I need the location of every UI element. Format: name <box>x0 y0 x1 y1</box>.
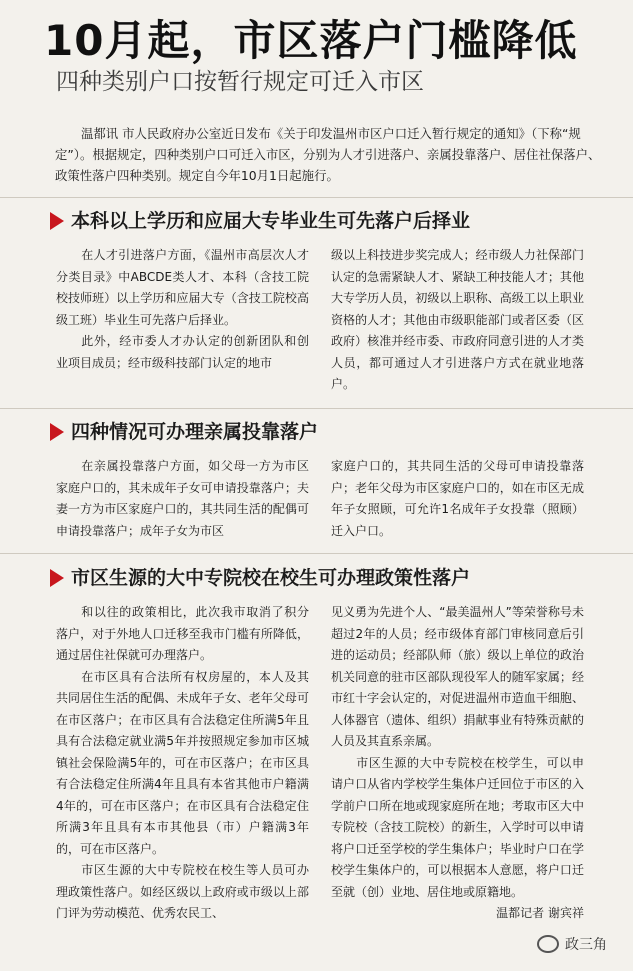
lead-paragraph: 温都讯 市人民政府办公室近日发布《关于印发温州市区户口迁入暂行规定的通知》（下称“规定”）。根据规定，四种类别户口可迁入市区，分别为人才引进落户、亲属投靠落户、居住社保落户、政策性落户四种类别。规定自今年10月1日起施行。 <box>55 126 601 183</box>
section-2-title-text: 四种情况可办理亲属投靠落户 <box>71 421 319 443</box>
section-1-left-column <box>56 245 309 374</box>
section-3-title-text: 市区生源的大中专院校在校生可办理政策性落户 <box>71 567 471 589</box>
section-2-title <box>50 420 610 444</box>
divider <box>0 197 633 198</box>
paragraph: 见义勇为先进个人、“最美温州人”等荣誉称号未超过2年的人员；经市级体育部门审核同意后引进的运动员；经部队师（旅）级以上单位的政治机关同意的驻市区部队现役军人的随军家属；经市红十字会认定的，对促进温州市造血干细胞、人体器官（遗体、组织）捐献事业有特殊贡献的人员及其直系亲属。 <box>331 605 584 748</box>
section-2-left-column <box>56 456 309 542</box>
section-3-title <box>50 566 610 590</box>
section-2-right-column <box>331 456 584 542</box>
paragraph: 在市区具有合法所有权房屋的，本人及其共同居住生活的配偶、未成年子女、老年父母可在市区落户；在市区具有合法稳定住所满5年且具有合法稳定就业满5年并按照规定参加市区城镇社会保险满5年的，可在市区落户；在市区具有合法稳定住所满4年且具有本省其他市户籍满4年的，可在市区落户；在市区具有合法稳定住所满3年且具有本市其他县（市）户籍满3年的，可在市区落户。 <box>56 669 309 856</box>
paragraph: 市区生源的大中专院校在校学生，可以申请户口从省内学校学生集体户迁回位于市区的入学前户口所在地或现家庭所在地；考取市区大中专院校（含技工院校）的新生，入学时可以申请将户口迁至学校的学生集体户；毕业时户口在学校学生集体户的，可以根据本人意愿，将户口迁至就（创）业地、居住地或原籍地。 <box>331 755 584 899</box>
headline: 10月起，市区落户门槛降低 <box>44 16 578 65</box>
paragraph: 在人才引进落户方面，《温州市高层次人才分类目录》中ABCDE类人才、本科（含技工院校技师班）以上学历和应届大专（含技工院校高级工班）毕业生可先落户后择业。 <box>56 248 309 327</box>
paragraph: 市区生源的大中专院校在校生等人员可办理政策性落户。如经区级以上政府或市级以上部门评为劳动模范、优秀农民工、 <box>56 863 309 920</box>
red-triangle-icon <box>50 212 64 230</box>
paragraph: 家庭户口的，其共同生活的父母可申请投靠落户；老年父母为市区家庭户口的，如在市区无成年子女照顾，可允许1名成年子女投靠（照顾）迁入户口。 <box>331 459 584 538</box>
section-3-left-column <box>56 602 309 925</box>
section-1-right-column <box>331 245 584 396</box>
paragraph: 级以上科技进步奖完成人；经市级人力社保部门认定的急需紧缺人才、紧缺工种技能人才；其他大专学历人员，初级以上职称、高级工以上职业资格的人才；其他由市级职能部门或者区委（区政府）核准并经市委、市政府同意引进的人才类人员，都可通过人才引进落户方式在就业地落户。 <box>331 248 584 391</box>
red-triangle-icon <box>50 569 64 587</box>
section-1-title <box>50 209 610 233</box>
wechat-logo-icon <box>537 935 559 953</box>
section-1-title-text: 本科以上学历和应届大专毕业生可先落户后择业 <box>71 210 471 232</box>
red-triangle-icon <box>50 423 64 441</box>
section-3-right-column <box>331 602 584 925</box>
paragraph: 此外，经市委人才办认定的创新团队和创业项目成员；经市级科技部门认定的地市 <box>56 334 309 370</box>
paragraph: 在亲属投靠落户方面，如父母一方为市区家庭户口的，其未成年子女可申请投靠落户；夫妻一方为市区家庭户口的，其共同生活的配偶可申请投靠落户；成年子女为市区 <box>56 459 309 538</box>
subhead: 四种类别户口按暂行规定可迁入市区 <box>56 69 424 95</box>
paragraph: 和以往的政策相比，此次我市取消了积分落户，对于外地人口迁移至我市门槛有所降低，通过居住社保就可办理落户。 <box>56 605 309 662</box>
watermark <box>537 934 607 954</box>
divider <box>0 553 633 554</box>
byline: 温都记者 谢宾祥 <box>496 906 584 920</box>
divider <box>0 408 633 409</box>
watermark-text: 政三角 <box>565 937 607 953</box>
